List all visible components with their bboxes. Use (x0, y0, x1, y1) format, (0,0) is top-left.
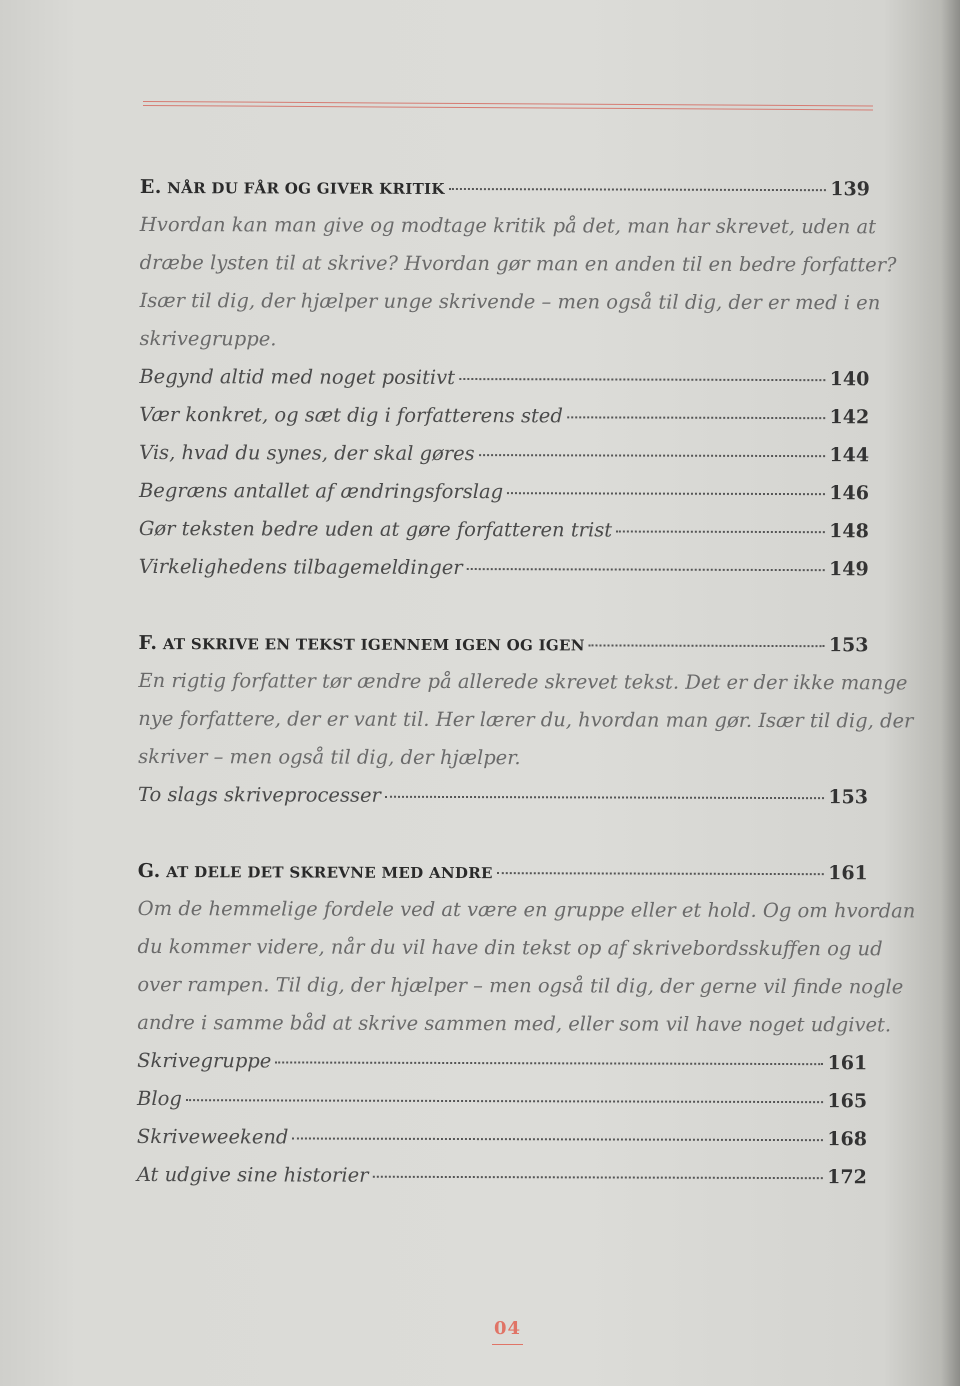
entry-title: At udgive sine historier (136, 1162, 369, 1187)
dot-leader (497, 872, 824, 875)
description-line: nye forfattere, der er vant til. Her lærer du, hvordan man gør. Især til dig, der (138, 706, 914, 733)
entry-page-number: 144 (829, 444, 870, 467)
dot-leader (459, 378, 826, 381)
section-description (137, 890, 916, 1044)
entry-title: Skriveweekend (136, 1124, 289, 1149)
section-title: F. AT SKRIVE EN TEKST IGENNEM IGEN OG IGEN (138, 631, 585, 655)
description-line: En rigtig forfatter tør ændre på allerede skrevet tekst. Det er der ikke mange (138, 668, 908, 695)
entry-title: Vær konkret, og sæt dig i forfatterens sted (139, 402, 563, 428)
section-heading (138, 624, 868, 664)
section-spacer (139, 586, 869, 626)
entry-page-number: 148 (829, 520, 869, 543)
dot-leader (449, 188, 827, 191)
entry-page-number: 172 (827, 1166, 867, 1189)
toc-entry (137, 1156, 867, 1196)
toc-entry (138, 776, 868, 816)
section-heading (140, 168, 870, 208)
entry-page-number: 161 (827, 1052, 868, 1075)
section-page-number: 153 (828, 634, 869, 657)
entry-page-number: 168 (827, 1128, 867, 1151)
toc-section-f (137, 624, 914, 816)
dot-leader (186, 1099, 824, 1103)
section-title: E. NÅR DU FÅR OG GIVER KRITIK (139, 175, 445, 199)
description-line: over rampen. Til dig, der hjælper – men også til dig, der gerne vil finde nogle (137, 972, 904, 999)
section-description (138, 662, 914, 778)
dot-leader (589, 644, 825, 647)
dot-leader (385, 796, 825, 799)
section-title: G. AT DELE DET SKREVNE MED ANDRE (137, 859, 493, 883)
entry-title: Begræns antallet af ændringsforslag (138, 478, 504, 504)
dot-leader (275, 1061, 823, 1065)
section-description (139, 206, 897, 360)
entry-page-number: 146 (829, 482, 870, 505)
dot-leader (567, 416, 826, 419)
toc-entry (139, 358, 869, 398)
entry-title: Begynd altid med noget positivt (139, 364, 456, 389)
toc-entry (137, 1118, 867, 1158)
entry-title: Blog (137, 1086, 182, 1111)
dot-leader (292, 1137, 823, 1141)
toc-entry (139, 472, 869, 512)
entry-page-number: 153 (828, 786, 869, 809)
toc-entry (139, 396, 869, 436)
section-heading (138, 852, 868, 892)
section-spacer (138, 814, 868, 854)
entry-title: Vis, hvad du synes, der skal gøres (139, 440, 475, 466)
entry-page-number: 149 (829, 558, 869, 581)
dot-leader (616, 530, 825, 533)
toc-section-e (138, 168, 897, 588)
description-line: Især til dig, der hjælper unge skrivende – men også til dig, der er med i en (139, 288, 881, 315)
toc-entry (137, 1042, 867, 1082)
section-page-number: 139 (830, 178, 870, 201)
table-of-contents (136, 168, 916, 1196)
entry-page-number: 140 (829, 368, 870, 391)
description-line: skrivegruppe. (139, 326, 277, 351)
page-number: 04 (494, 1318, 522, 1339)
description-line: Om de hemmelige fordele ved at være en gruppe eller et hold. Og om hvordan (137, 896, 916, 923)
entry-title: Virkelighedens tilbagemeldinger (138, 554, 463, 580)
entry-page-number: 142 (829, 406, 870, 429)
toc-entry (137, 1080, 867, 1120)
description-line: dræbe lysten til at skrive? Hvordan gør man en anden til en bedre forfatter? (139, 250, 897, 277)
toc-section-g (136, 852, 916, 1196)
dot-leader (507, 492, 825, 495)
header-rule-bottom (143, 105, 873, 110)
section-page-number: 161 (828, 862, 868, 885)
toc-entry (139, 548, 869, 588)
entry-title: Gør teksten bedre uden at gøre forfatteren trist (138, 516, 613, 542)
description-line: skriver – men også til dig, der hjælper. (138, 744, 521, 770)
dot-leader (479, 454, 826, 457)
description-line: Hvordan kan man give og modtage kritik på det, man har skrevet, uden at (139, 212, 877, 239)
description-line: du kommer videre, når du vil have din tekst op af skrivebordsskuffen og ud (137, 934, 883, 961)
entry-title: Skrivegruppe (137, 1048, 272, 1073)
description-line: andre i samme båd at skrive sammen med, eller som vil have noget udgivet. (137, 1010, 892, 1037)
entry-title: To slags skriveprocesser (137, 782, 381, 807)
dot-leader (467, 568, 826, 571)
dot-leader (372, 1176, 823, 1179)
toc-entry (139, 510, 869, 550)
toc-entry (139, 434, 869, 474)
entry-page-number: 165 (827, 1090, 868, 1113)
